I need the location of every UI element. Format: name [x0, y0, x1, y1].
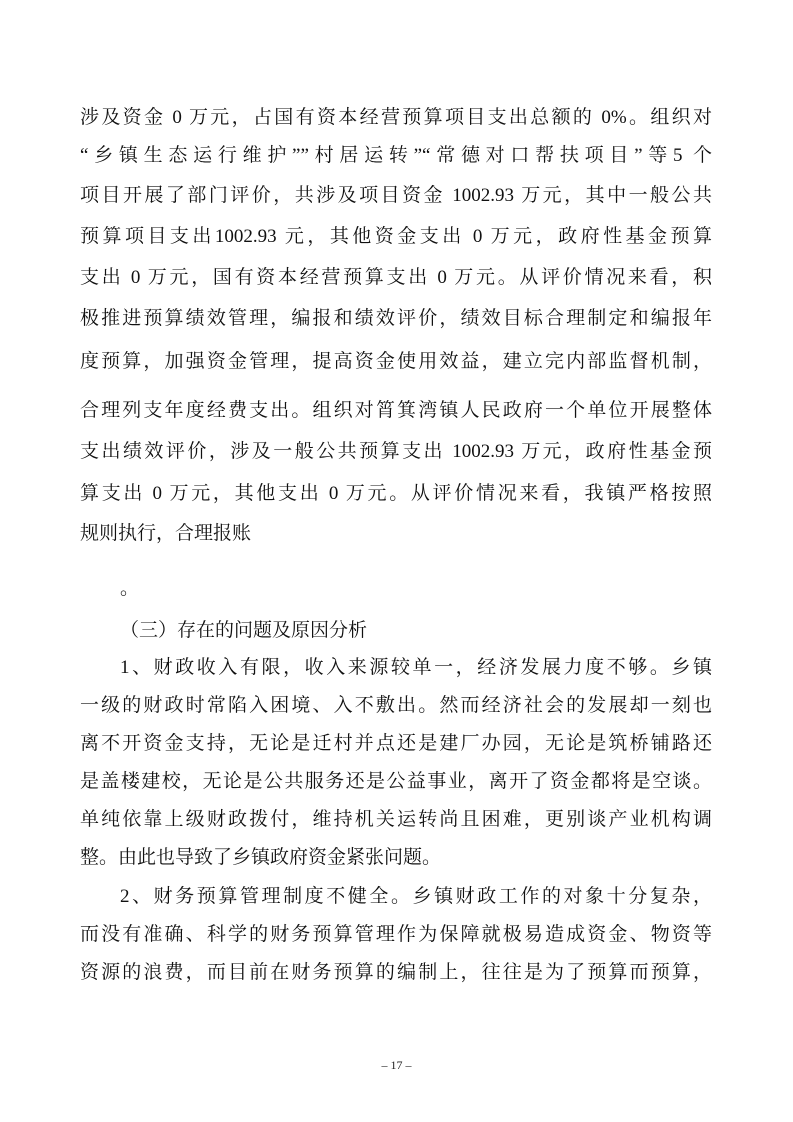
body-text-line: 整。由此也导致了乡镇政府资金紧张问题。	[80, 847, 442, 868]
body-text-line: 合理列支年度经费支出。组织对筲箕湾镇人民政府一个单位开展整体	[80, 400, 712, 421]
body-text-line: 是盖楼建校，无论是公共服务还是公益事业，离开了资金都将是空谈。	[80, 771, 712, 792]
section-heading: （三）存在的问题及原因分析	[120, 620, 368, 641]
body-text-line: 1、财政收入有限，收入来源较单一，经济发展力度不够。乡镇	[120, 657, 712, 678]
body-text-line: 预算项目支出1002.93 元，其他资金支出 0 万元，政府性基金预算	[80, 226, 712, 247]
body-text-line: 规则执行，合理报账	[80, 523, 252, 544]
body-text-line: 项目开展了部门评价，共涉及项目资金 1002.93 万元，其中一般公共	[80, 185, 712, 206]
body-text-line: 算支出 0 万元，其他支出 0 万元。从评价情况来看，我镇严格按照	[80, 483, 712, 504]
page-number: – 17 –	[381, 1058, 412, 1072]
body-text-line: 资源的浪费，而目前在财务预算的编制上，往往是为了预算而预算，	[80, 962, 712, 983]
body-text-line: 极推进预算绩效管理，编报和绩效评价，绩效目标合理制定和编报年	[80, 308, 712, 329]
body-text-line: “乡镇生态运行维护””村居运转”“常德对口帮扶项目”等5 个	[80, 145, 712, 166]
body-text-line: 支出 0 万元，国有资本经营预算支出 0 万元。从评价情况来看，积	[80, 267, 712, 288]
body-text-line: 度预算，加强资金管理，提高资金使用效益，建立完内部监督机制，	[80, 351, 712, 372]
body-text-line: 而没有准确、科学的财务预算管理作为保障就极易造成资金、物资等	[80, 924, 712, 945]
body-text-line: 一级的财政时常陷入困境、入不敷出。然而经济社会的发展却一刻也	[80, 695, 712, 716]
body-text-line: 。	[120, 578, 140, 599]
body-text-line: 单纯依靠上级财政拨付，维持机关运转尚且困难，更别谈产业机构调	[80, 809, 712, 830]
body-text-line: 2、财务预算管理制度不健全。乡镇财政工作的对象十分复杂，	[120, 886, 712, 907]
body-text-line: 支出绩效评价，涉及一般公共预算支出 1002.93 万元，政府性基金预	[80, 441, 712, 462]
body-text-line: 涉及资金 0 万元，占国有资本经营预算项目支出总额的 0%。组织对	[80, 107, 712, 128]
body-text-line: 离不开资金支持，无论是迁村并点还是建厂办园，无论是筑桥铺路还	[80, 733, 712, 754]
